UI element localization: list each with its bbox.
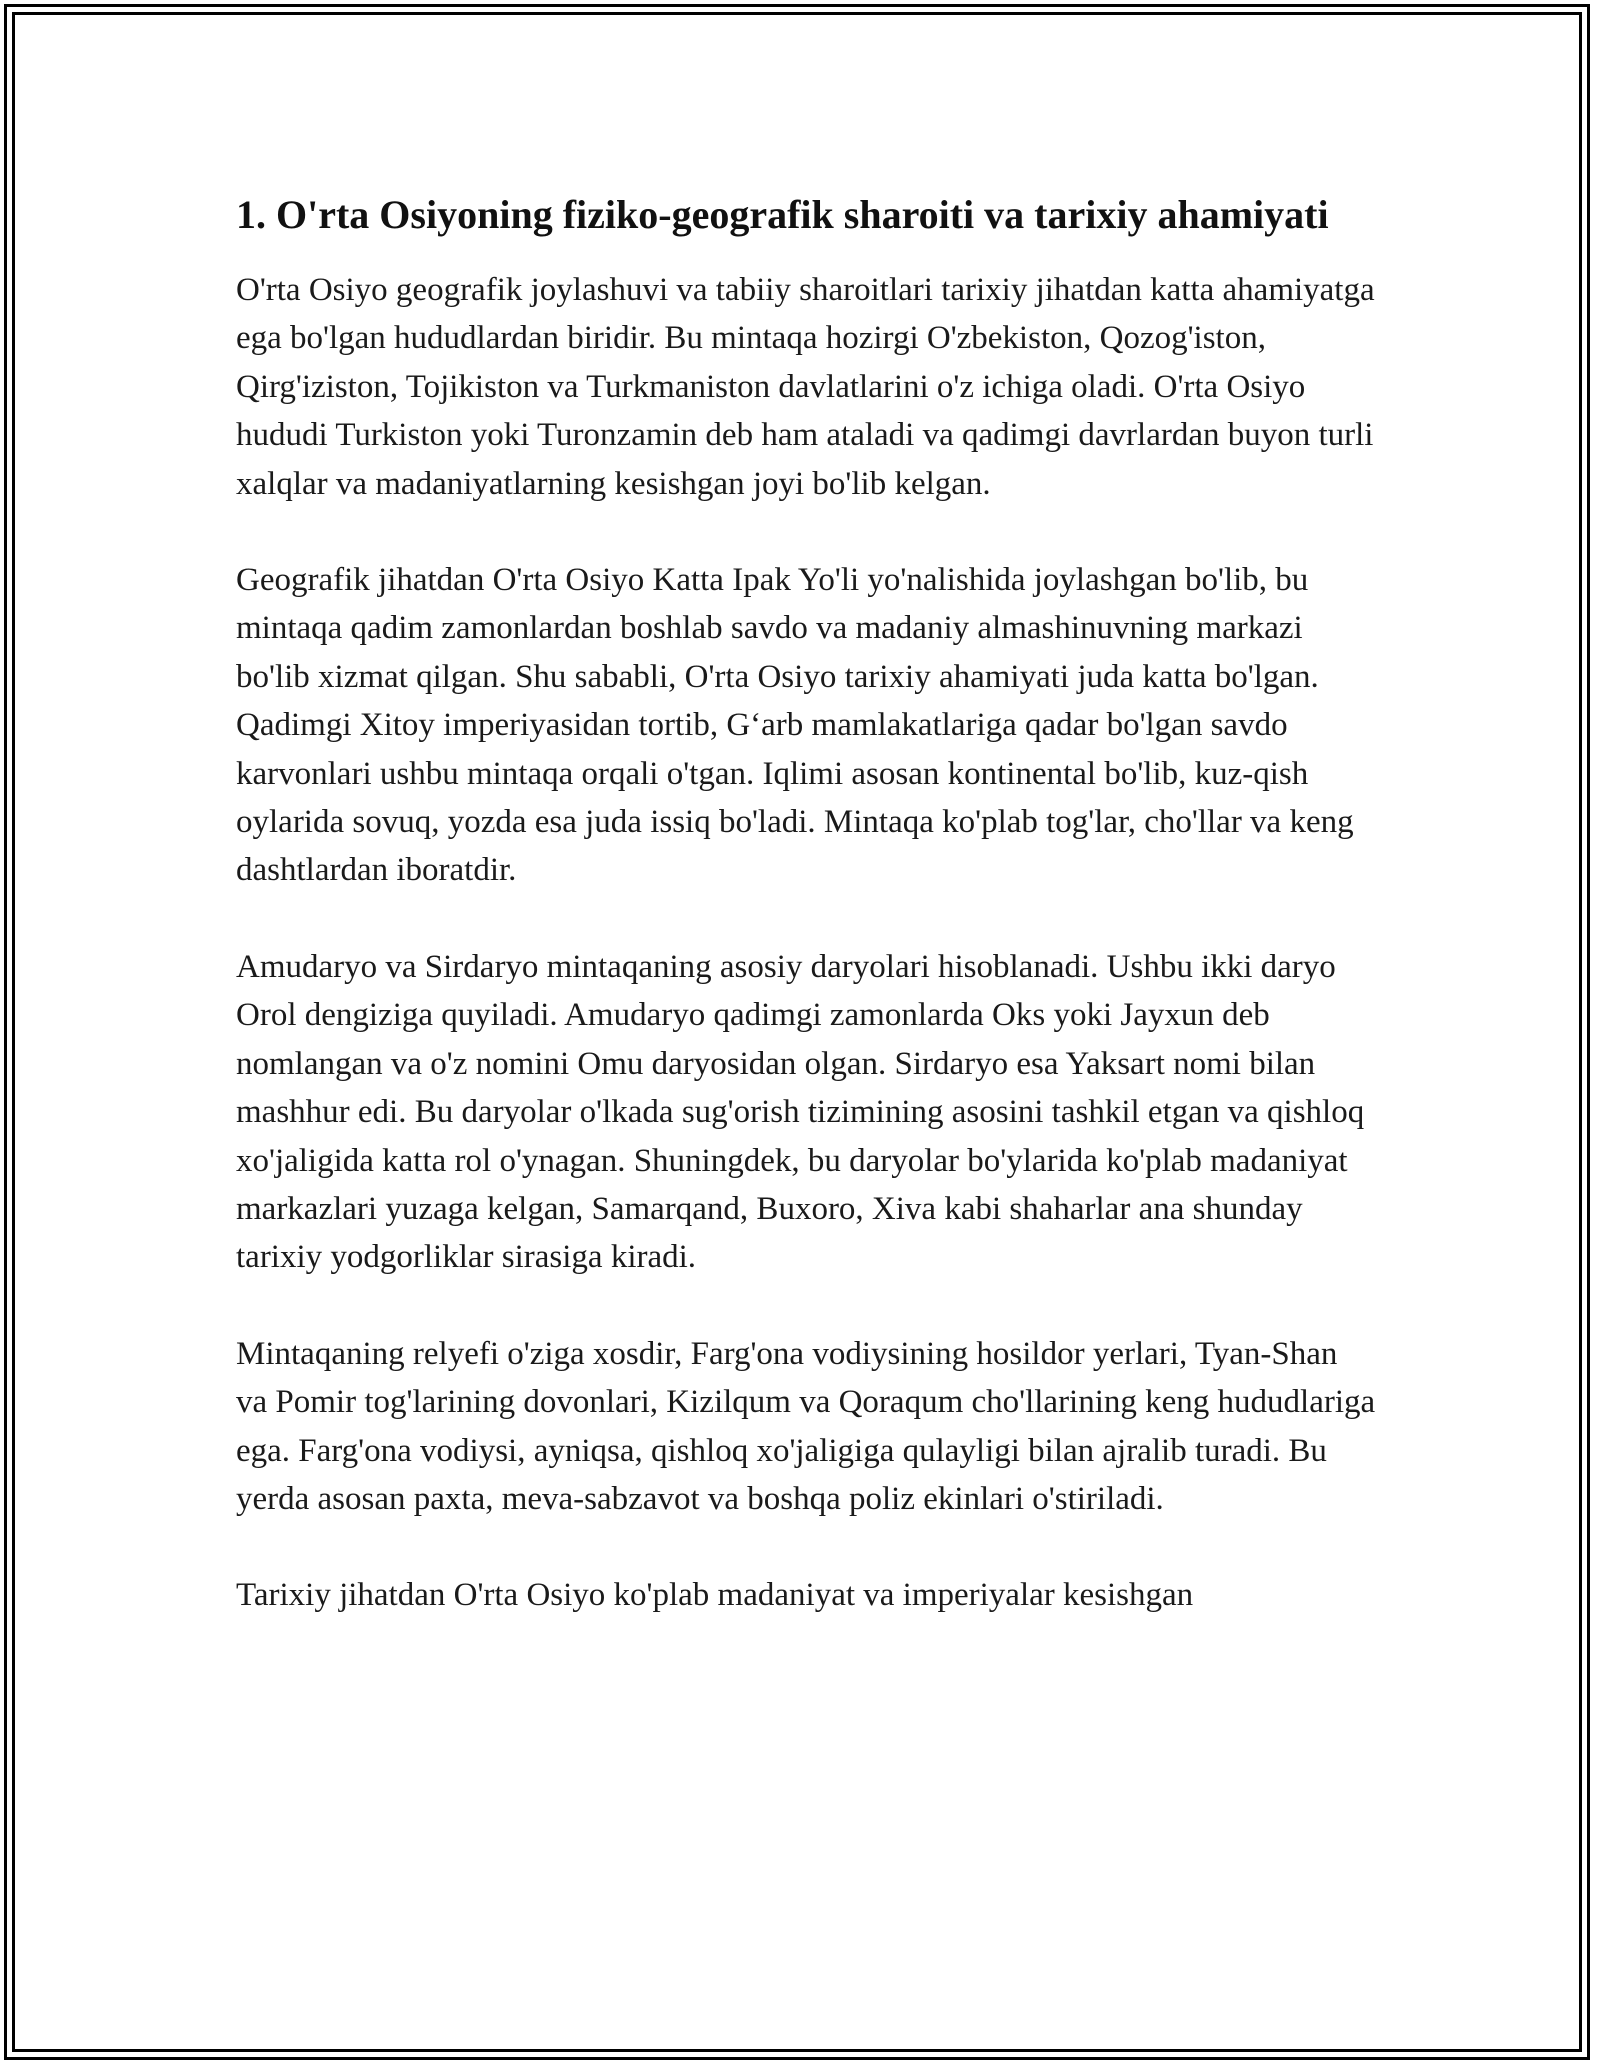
document-body (236, 188, 1376, 1668)
paragraph-3: Amudaryo va Sirdaryo mintaqaning asosiy daryolari hisoblanadi. Ushbu ikki daryo Orol dengiziga quyiladi. Amudaryo qadimgi zamonlarda Oks yoki Jayxun deb nomlangan va o'z nomini Omu daryosidan olgan. Sirdaryo esa Yaksart nomi bilan mashhur edi. Bu daryolar o'lkada sug'orish tizimining asosini tashkil etgan va qishloq xo'jaligida katta rol o'ynagan. Shuningdek, bu daryolar bo'ylarida ko'plab madaniyat markazlari yuzaga kelgan, Samarqand, Buxoro, Xiva kabi shaharlar ana shunday tarixiy yodgorliklar sirasiga kiradi. (236, 948, 1365, 1276)
paragraph-1: O'rta Osiyo geografik joylashuvi va tabiiy sharoitlari tarixiy jihatdan katta ahamiyatga ega bo'lgan hududlardan biridir. Bu mintaqa hozirgi O'zbekiston, Qozog'iston, Qirg'iziston, Tojikiston va Turkmaniston davlatlarini o'z ichiga oladi. O'rta Osiyo hududi Turkiston yoki Turonzamin deb ham ataladi va qadimgi davrlardan buyon turli xalqlar va madaniyatlarning kesishgan joyi bo'lib kelgan. (236, 272, 1375, 502)
paragraph-4: Mintaqaning relyefi o'ziga xosdir, Farg'ona vodiysining hosildor yerlari, Tyan-Shan va Pomir tog'larining dovonlari, Kizilqum va Qoraqum cho'llarining keng hududlariga ega. Farg'ona vodiysi, ayniqsa, qishloq xo'jaligiga qulayligi bilan ajralib turadi. Bu yerda asosan paxta, meva-sabzavot va boshqa poliz ekinlari o'stiriladi. (236, 1335, 1376, 1517)
section-heading: 1. O'rta Osiyoning fiziko-geografik sharoiti va tarixiy ahamiyati (236, 192, 1329, 237)
paragraph-5: Tarixiy jihatdan O'rta Osiyo ko'plab madaniyat va imperiyalar kesishgan (236, 1577, 1194, 1614)
paragraph-2: Geografik jihatdan O'rta Osiyo Katta Ipak Yo'li yo'nalishida joylashgan bo'lib, bu mintaqa qadim zamonlardan boshlab savdo va madaniy almashinuvning markazi bo'lib xizmat qilgan. Shu sababli, O'rta Osiyo tarixiy ahamiyati juda katta bo'lgan. Qadimgi Xitoy imperiyasidan tortib, G‘arb mamlakatlariga qadar bo'lgan savdo karvonlari ushbu mintaqa orqali o'tgan. Iqlimi asosan kontinental bo'lib, kuz-qish oylarida sovuq, yozda esa juda issiq bo'ladi. Mintaqa ko'plab tog'lar, cho'llar va keng dashtlardan iboratdir. (236, 562, 1354, 889)
